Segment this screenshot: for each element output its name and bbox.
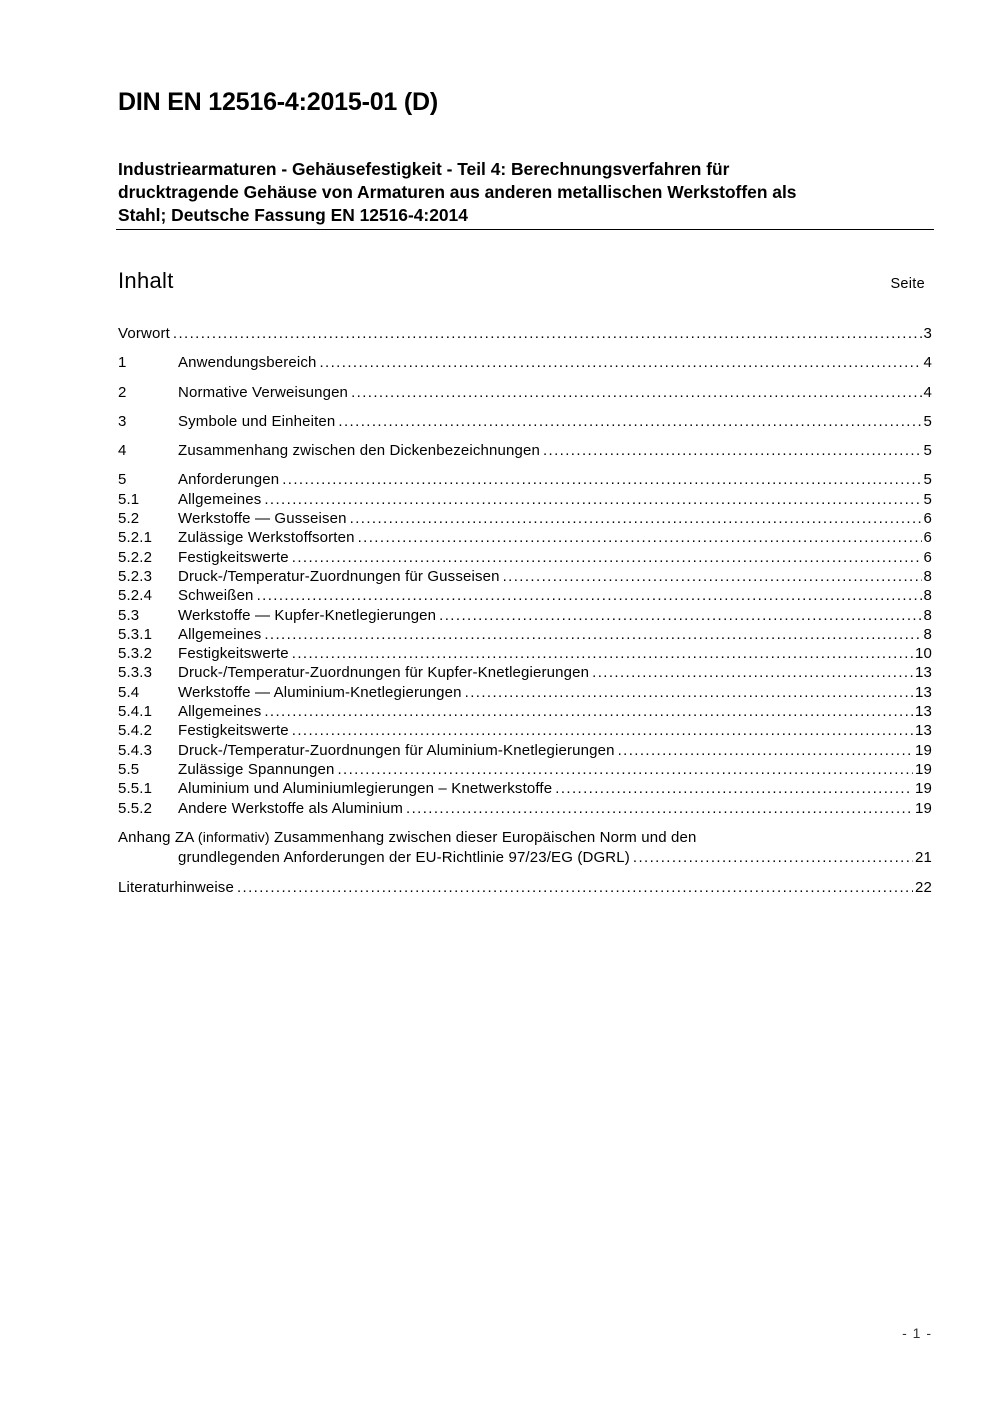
toc-entry-label: Normative Verweisungen bbox=[178, 383, 349, 401]
toc-entry-number: 5.3 bbox=[118, 606, 140, 624]
dot-leader bbox=[351, 383, 921, 402]
toc-entry-page: 5 bbox=[923, 442, 932, 460]
dot-leader bbox=[555, 779, 913, 798]
dot-leader bbox=[292, 721, 913, 740]
toc-entry-page: 13 bbox=[915, 664, 932, 682]
toc-entry[interactable] bbox=[118, 625, 932, 644]
toc-entry-number: 5.3.1 bbox=[118, 625, 153, 643]
title-divider bbox=[116, 229, 934, 230]
toc-entry-page: 19 bbox=[915, 799, 932, 817]
document-title: DIN EN 12516-4:2015-01 (D) bbox=[118, 88, 438, 116]
dot-leader bbox=[257, 586, 922, 605]
dot-leader bbox=[264, 490, 921, 509]
toc-entry[interactable] bbox=[118, 548, 932, 567]
page-number: - 1 - bbox=[902, 1325, 932, 1341]
toc-entry-label: Druck-/Temperatur-Zuordnungen für Gusseisen bbox=[178, 567, 500, 585]
toc-entry-number: 5.2 bbox=[118, 510, 140, 528]
dot-leader bbox=[338, 412, 921, 431]
toc-entry-number: 5.2.2 bbox=[118, 548, 153, 566]
dot-leader bbox=[465, 683, 913, 702]
toc-entry-label: Vorwort bbox=[118, 325, 170, 342]
toc-entry-number: 5.5 bbox=[118, 760, 140, 778]
toc-entry-page: 13 bbox=[915, 722, 932, 740]
toc-heading: Inhalt bbox=[118, 268, 174, 293]
toc-entry-label: Allgemeines bbox=[178, 490, 262, 508]
subtitle-line: Industriearmaturen - Gehäusefestigkeit - Teil 4: Berechnungsverfahren für bbox=[118, 159, 730, 179]
toc-entry-label: Symbole und Einheiten bbox=[178, 412, 336, 430]
toc-entry-number: 5.3.2 bbox=[118, 645, 153, 663]
toc-entry-page: 5 bbox=[923, 490, 932, 508]
toc-entry[interactable] bbox=[118, 383, 932, 402]
toc-entry-page: 13 bbox=[915, 683, 932, 701]
toc-entry-page: 22 bbox=[915, 879, 932, 897]
toc-entry-label: Druck-/Temperatur-Zuordnungen für Aluminium-Knetlegierungen bbox=[178, 741, 615, 759]
toc-entry-number: 5.2.4 bbox=[118, 587, 153, 605]
toc-entry-number: 5.4.1 bbox=[118, 703, 153, 721]
dot-leader bbox=[292, 644, 913, 663]
toc-entry-page: 19 bbox=[915, 741, 932, 759]
toc-entry[interactable] bbox=[118, 702, 932, 721]
toc-entry-page: 10 bbox=[915, 645, 932, 663]
dot-leader bbox=[633, 847, 913, 868]
toc-entry-number: 1 bbox=[118, 354, 127, 372]
toc-entry-label: Anforderungen bbox=[178, 471, 280, 489]
toc-entry[interactable] bbox=[118, 683, 932, 702]
toc-entry[interactable] bbox=[118, 412, 932, 431]
toc-entry[interactable] bbox=[118, 779, 932, 798]
toc-entry-label: Schweißen bbox=[178, 587, 254, 605]
annex-title-line2: grundlegenden Anforderungen der EU-Richtlinie 97/23/EG (DGRL) bbox=[178, 849, 630, 867]
toc-entry-page: 4 bbox=[923, 383, 932, 401]
toc-entry-label: Allgemeines bbox=[178, 703, 262, 721]
toc-entry[interactable] bbox=[118, 741, 932, 760]
annex-title-line1: Zusammenhang zwischen dieser Europäischen Norm und den bbox=[274, 828, 697, 846]
toc-entry-page: 6 bbox=[923, 548, 932, 566]
toc-entry-page: 8 bbox=[923, 625, 932, 643]
toc-entry-number: 3 bbox=[118, 412, 127, 430]
toc-entry-number: 5.5.2 bbox=[118, 799, 153, 817]
page-column-label: Seite bbox=[890, 276, 925, 292]
toc-entry-annex-za[interactable] bbox=[118, 828, 932, 868]
dot-leader bbox=[292, 548, 922, 567]
toc-entry[interactable] bbox=[118, 528, 932, 547]
annex-first-line bbox=[118, 828, 932, 847]
table-of-contents bbox=[118, 324, 932, 897]
subtitle-line: Stahl; Deutsche Fassung EN 12516-4:2014 bbox=[118, 205, 468, 225]
toc-entry[interactable] bbox=[118, 567, 932, 586]
toc-entry[interactable] bbox=[118, 606, 932, 625]
subtitle-line: drucktragende Gehäuse von Armaturen aus anderen metallischen Werkstoffen als bbox=[118, 182, 797, 202]
dot-leader bbox=[337, 760, 913, 779]
dot-leader bbox=[282, 470, 921, 489]
dot-leader bbox=[543, 441, 922, 460]
toc-entry-page: 6 bbox=[923, 529, 932, 547]
toc-entry-label: Festigkeitswerte bbox=[178, 645, 289, 663]
toc-entry-label: Literaturhinweise bbox=[118, 879, 234, 897]
toc-entry-number: 2 bbox=[118, 383, 127, 401]
toc-entry[interactable] bbox=[118, 441, 932, 460]
toc-entry-label: Werkstoffe — Gusseisen bbox=[178, 510, 347, 528]
toc-entry-label: Andere Werkstoffe als Aluminium bbox=[178, 799, 404, 817]
toc-entry-page: 13 bbox=[915, 703, 932, 721]
toc-entry[interactable] bbox=[118, 490, 932, 509]
toc-entry-bibliography[interactable] bbox=[118, 878, 932, 897]
toc-entry[interactable] bbox=[118, 586, 932, 605]
toc-entry-page: 5 bbox=[923, 412, 932, 430]
toc-entry-page: 8 bbox=[923, 606, 932, 624]
toc-entry[interactable] bbox=[118, 663, 932, 682]
toc-entry-label: Festigkeitswerte bbox=[178, 548, 289, 566]
toc-entry-label: Druck-/Temperatur-Zuordnungen für Kupfer-Knetlegierungen bbox=[178, 664, 590, 682]
toc-entry[interactable] bbox=[118, 760, 932, 779]
toc-entry-number: 5 bbox=[118, 471, 127, 489]
toc-entry[interactable] bbox=[118, 644, 932, 663]
toc-entry-number: 5.4.3 bbox=[118, 741, 153, 759]
toc-entry-page: 21 bbox=[915, 849, 932, 867]
toc-entry-vorwort[interactable] bbox=[118, 324, 932, 343]
dot-leader bbox=[503, 567, 922, 586]
toc-entry-number: 5.4.2 bbox=[118, 722, 153, 740]
toc-entry-label: Werkstoffe — Aluminium-Knetlegierungen bbox=[178, 683, 462, 701]
toc-entry-number: 5.5.1 bbox=[118, 780, 153, 798]
toc-entry-page: 3 bbox=[923, 325, 932, 342]
toc-entry[interactable] bbox=[118, 509, 932, 528]
toc-entry-number: 5.2.1 bbox=[118, 529, 153, 547]
toc-entry-page: 4 bbox=[923, 354, 932, 372]
toc-entry-number: 5.1 bbox=[118, 490, 140, 508]
toc-entry-label: Werkstoffe — Kupfer-Knetlegierungen bbox=[178, 606, 437, 624]
toc-entry[interactable] bbox=[118, 470, 932, 489]
toc-entry-label: Zulässige Spannungen bbox=[178, 760, 335, 778]
dot-leader bbox=[439, 606, 921, 625]
dot-leader bbox=[618, 741, 913, 760]
toc-entry-label: Festigkeitswerte bbox=[178, 722, 289, 740]
dot-leader bbox=[319, 353, 921, 372]
toc-entry-page: 8 bbox=[923, 587, 932, 605]
toc-entry-page: 6 bbox=[923, 510, 932, 528]
toc-entry-number: 5.4 bbox=[118, 683, 140, 701]
dot-leader bbox=[264, 702, 913, 721]
toc-entry-page: 8 bbox=[923, 567, 932, 585]
dot-leader bbox=[237, 878, 913, 897]
dot-leader bbox=[264, 625, 921, 644]
dot-leader bbox=[358, 528, 922, 547]
toc-entry-number: 4 bbox=[118, 442, 127, 460]
toc-entry-label: Allgemeines bbox=[178, 625, 262, 643]
dot-leader bbox=[592, 663, 913, 682]
toc-entry-page: 19 bbox=[915, 780, 932, 798]
toc-entry-page: 5 bbox=[923, 471, 932, 489]
toc-entry-number: 5.3.3 bbox=[118, 664, 153, 682]
dot-leader bbox=[173, 324, 922, 343]
annex-prefix: Anhang ZA bbox=[118, 828, 194, 846]
toc-entry-page: 19 bbox=[915, 760, 932, 778]
toc-entry-label: Zulässige Werkstoffsorten bbox=[178, 529, 355, 547]
toc-entry-label: Zusammenhang zwischen den Dickenbezeichnungen bbox=[178, 442, 540, 460]
toc-entry[interactable] bbox=[118, 721, 932, 740]
dot-leader bbox=[406, 799, 913, 818]
dot-leader bbox=[350, 509, 922, 528]
annex-second-line bbox=[118, 847, 932, 868]
annex-type: (informativ) bbox=[197, 828, 270, 845]
document-subtitle bbox=[118, 158, 933, 227]
annex-title-row bbox=[178, 847, 932, 868]
toc-entry[interactable] bbox=[118, 799, 932, 818]
toc-entry-label: Anwendungsbereich bbox=[178, 354, 317, 372]
toc-entry[interactable] bbox=[118, 353, 932, 372]
toc-entry-label: Aluminium und Aluminiumlegierungen – Knetwerkstoffe bbox=[178, 780, 553, 798]
toc-entry-number: 5.2.3 bbox=[118, 567, 153, 585]
